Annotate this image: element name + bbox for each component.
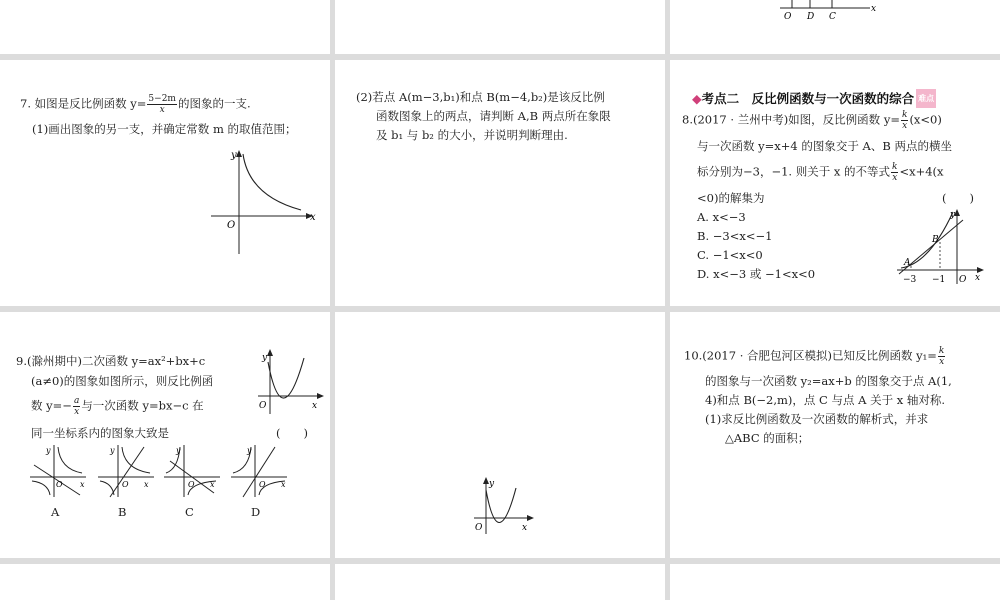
q9-graph-x-label: x xyxy=(312,401,318,411)
q7b-line1: (2)若点 A(m−3,b₁)和点 B(m−4,b₂)是该反比例 xyxy=(356,90,605,104)
section2-badge: 难点 xyxy=(916,89,936,108)
svg-text:y: y xyxy=(110,446,115,455)
top-label-o: O xyxy=(784,12,792,22)
q10-line2: 的图象与一次函数 y₂=ax+b 的图象交于点 A(1, xyxy=(705,374,952,388)
q8-line1: 8.(2017 · 兰州中考)如图，反比例函数 y= $\frac{k}{x}$ (x<0) xyxy=(682,110,942,131)
q8-graph-origin: O xyxy=(959,275,967,285)
q10-fraction: $\frac{k}{x}$ xyxy=(938,346,945,367)
q9-line4: 同一坐标系内的图象大致是 xyxy=(31,426,169,440)
mid-graph-y-label: y xyxy=(489,479,495,489)
q9-option-a-graph[interactable] xyxy=(28,443,88,498)
q9-option-d-graph[interactable] xyxy=(229,443,289,498)
q10-line4: (1)求反比例函数及一次函数的解析式，并求 xyxy=(705,412,929,426)
q8-blank: ( ) xyxy=(942,191,974,205)
svg-text:y: y xyxy=(247,446,252,455)
mid-graph-x-label: x xyxy=(522,523,528,533)
q9-blank: ( ) xyxy=(276,426,308,440)
svg-text:x: x xyxy=(144,480,149,489)
svg-text:O: O xyxy=(259,480,266,489)
q9-option-d-label[interactable]: D xyxy=(251,505,261,519)
q8-graph-label-a: A xyxy=(904,258,911,268)
q8-graph-x-label: x xyxy=(975,273,981,283)
q9-line3: 数 y=− $\frac{a}{x}$ 与一次函数 y=bx−c 在 xyxy=(31,396,204,417)
q7-graph xyxy=(205,148,325,258)
panel-top-middle xyxy=(335,0,665,54)
q8-line3: 标分别为−3，−1. 则关于 x 的不等式 $\frac{k}{x}$ <x+4(x xyxy=(697,162,944,183)
q9-option-a-label[interactable]: A xyxy=(51,505,60,519)
q10-line3: 4)和点 B(−2,m)，点 C 与点 A 关于 x 轴对称. xyxy=(705,393,946,407)
q7b-line2: 函数图象上的两点，请判断 A,B 两点所在象限 xyxy=(376,109,611,123)
q10-line5: △ABC 的面积； xyxy=(725,431,810,445)
q8-graph xyxy=(895,208,985,288)
q8-graph-y-label: y xyxy=(950,210,956,220)
q7-line2: (1)画出图象的另一支，并确定常数 m 的取值范围； xyxy=(32,122,297,136)
section2-header xyxy=(692,89,936,108)
panel-top-left xyxy=(0,0,330,54)
q9-option-c-label[interactable]: C xyxy=(185,505,194,519)
q9-fraction: $\frac{a}{x}$ xyxy=(73,396,80,417)
q9-graph-origin: O xyxy=(259,401,267,411)
top-label-x: x xyxy=(871,4,877,14)
q8-fraction2: $\frac{k}{x}$ xyxy=(892,162,898,183)
svg-text:x: x xyxy=(210,480,215,489)
q8-line2: 与一次函数 y=x+4 的图象交于 A、B 两点的横坐 xyxy=(697,139,952,153)
q8-graph-tick-2: −1 xyxy=(932,275,946,285)
q9-graph xyxy=(256,348,326,418)
q9-option-b-graph[interactable] xyxy=(96,443,156,498)
section2-title: 考点二 反比例函数与一次函数的综合 xyxy=(701,91,915,106)
q7-line1: 7. 如图是反比例函数 y= $\frac{5-2m}{x}$ 的图象的一支. xyxy=(20,94,251,115)
q8-option-c: C. −1<x<0 xyxy=(697,248,763,262)
svg-text:x: x xyxy=(281,480,286,489)
q7b-line3: 及 b₁ 与 b₂ 的大小，并说明判断理由. xyxy=(376,128,568,142)
mid-graph xyxy=(470,476,540,536)
q9-line1: 9.(滁州期中)二次函数 y=ax²+bx+c xyxy=(16,354,206,368)
mid-graph-origin: O xyxy=(475,523,483,533)
panel-top-right xyxy=(670,0,1000,54)
top-label-d: D xyxy=(807,12,815,22)
q9-option-b-label[interactable]: B xyxy=(118,505,127,519)
q10-line1: 10.(2017 · 合肥包河区模拟)已知反比例函数 y₁= $\frac{k}{x}$ xyxy=(684,346,945,367)
q7-graph-y-label: y xyxy=(231,150,237,161)
q8-option-d: D. x<−3 或 −1<x<0 xyxy=(697,267,816,281)
panel-bottom-middle xyxy=(335,564,665,600)
q8-option-b: B. −3<x<−1 xyxy=(697,229,773,243)
q8-fraction1: $\frac{k}{x}$ xyxy=(901,110,908,131)
q9-graph-y-label: y xyxy=(262,353,268,363)
q8-line4: <0)的解集为 xyxy=(697,191,765,205)
top-label-c: C xyxy=(829,12,836,22)
svg-text:x: x xyxy=(80,480,85,489)
q7-graph-x-label: x xyxy=(310,212,316,223)
q8-graph-tick-1: −3 xyxy=(903,275,917,285)
svg-text:y: y xyxy=(176,446,181,455)
q8-option-a: A. x<−3 xyxy=(697,210,746,224)
svg-text:O: O xyxy=(188,480,195,489)
q7-graph-origin: O xyxy=(227,220,236,231)
panel-bottom-right xyxy=(670,564,1000,600)
top-fragment-graph xyxy=(670,0,1000,54)
section2-marker: ◆ xyxy=(692,91,702,106)
svg-text:y: y xyxy=(46,446,51,455)
panel-bottom-left xyxy=(0,564,330,600)
q7-fraction: $\frac{5-2m}{x}$ xyxy=(148,94,176,115)
q9-option-c-graph[interactable] xyxy=(162,443,222,498)
svg-text:O: O xyxy=(56,480,63,489)
svg-text:O: O xyxy=(122,480,129,489)
q8-graph-label-b: B xyxy=(932,235,939,245)
q9-line2: (a≠0)的图象如图所示，则反比例函 xyxy=(31,374,214,388)
